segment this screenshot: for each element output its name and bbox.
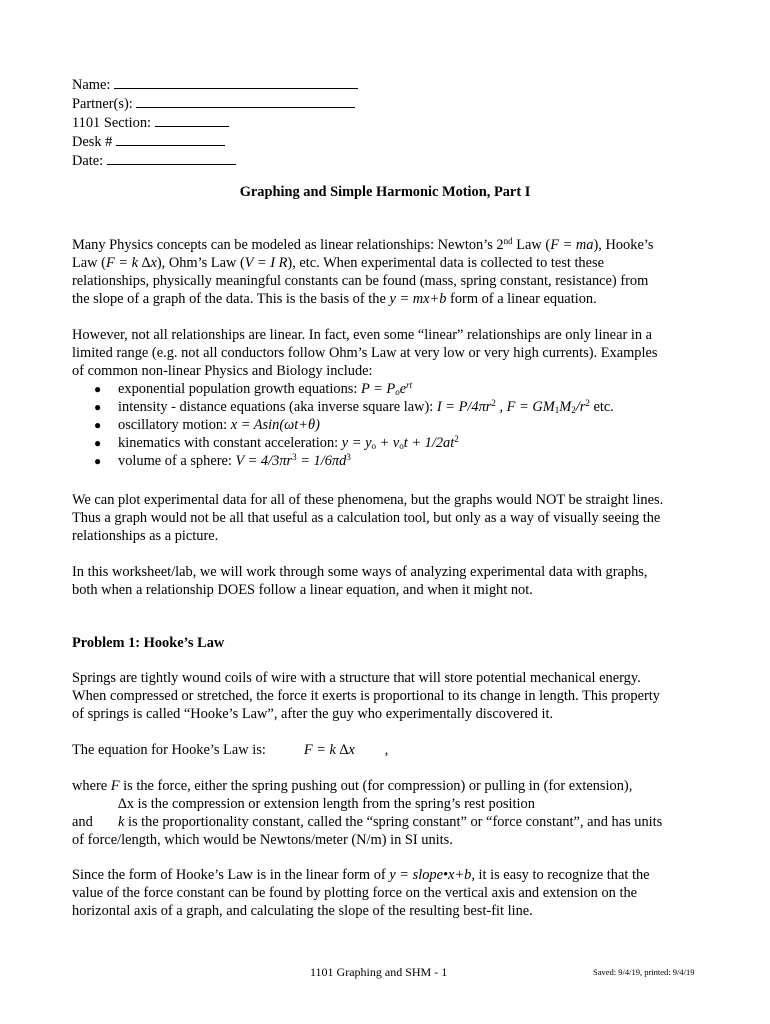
intro-paragraph-4: In this worksheet/lab, we will work through some ways of analyzing experimental data with graphs, both when a relationship DOES follow a linear equation, and when it might not. <box>72 564 648 598</box>
bullet-icon: ● <box>94 436 102 450</box>
page-title: Graphing and Simple Harmonic Motion, Part I <box>239 184 531 200</box>
problem-1-paragraph-1: Springs are tightly wound coils of wire with a structure that will store potential mechanical energy. When compressed or stretched, the force it exerts is proportional to its change in length. This property of springs is called “Hooke’s Law”, after the guy who experimentally discovered it. <box>72 670 660 722</box>
desk-blank[interactable] <box>116 132 225 146</box>
nonlinear-examples-list <box>72 380 702 470</box>
intro-paragraph-1: Many Physics concepts can be modeled as linear relationships: Newton’s 2nd Law (F = ma), Hooke’s Law (F = k ∆x), Ohm’s Law (V = I R), etc. When experimental data is collected to test these relationships, physically meaningful constants can be found (mass, spring constant, resistance) from the slope of a graph of the data. This is the basis of the y = mx+b form of a linear equation. <box>72 236 654 307</box>
hookes-law-equation: F = k ∆x <box>303 742 355 758</box>
bullet-icon: ● <box>94 382 102 396</box>
list-item: ● kinematics with constant acceleration: $y = y_o + v_ot + 1/2at^2$ <box>94 434 459 451</box>
desk-field[interactable]: Desk # <box>72 132 702 151</box>
partners-field[interactable]: Partner(s): <box>72 94 702 113</box>
page-footer-dates: Saved: 9/4/19, printed: 9/4/19 <box>593 967 695 977</box>
intro-paragraph-3: We can plot experimental data for all of these phenomena, but the graphs would NOT be straight lines. Thus a graph would not be all that useful as a calculation tool, but only as a way of visually seeing the relationships as a picture. <box>72 492 664 544</box>
bullet-icon: ● <box>94 454 102 468</box>
partners-blank[interactable] <box>136 94 355 108</box>
name-field[interactable]: Name: <box>72 75 702 94</box>
section-blank[interactable] <box>155 113 229 127</box>
list-item: ● oscillatory motion: x = Asin(ωt+θ) <box>94 417 320 433</box>
list-item: ● exponential population growth equations: $P = P_oe^{rt}$ <box>94 380 413 397</box>
date-field[interactable]: Date: <box>72 151 702 170</box>
page-footer-label: 1101 Graphing and SHM - 1 <box>310 965 448 979</box>
section-field[interactable]: 1101 Section: <box>72 113 702 132</box>
problem-1-paragraph-3: Since the form of Hooke’s Law is in the linear form of y = slope•x+b, it is easy to recognize that the value of the force constant can be found by plotting force on the vertical axis and extension on the horizontal axis of a graph, and calculating the slope of the resulting best-fit line. <box>72 867 650 919</box>
list-item: ● volume of a sphere: $V = 4/3\pi r^3 = 1/6\pi d^3$ <box>94 452 351 469</box>
hookes-law-equation-line: The equation for Hooke’s Law is: F = k ∆x , <box>72 742 389 758</box>
list-item: ● intensity - distance equations (aka inverse square law): $I = P/4\pi r^2$ , $F = GM_1M_2/r^2$ etc. <box>94 398 614 415</box>
student-info-fields <box>72 75 702 170</box>
problem-1-heading: Problem 1: Hooke’s Law <box>72 635 225 651</box>
bullet-icon: ● <box>94 400 102 414</box>
variable-definitions: where F is the force, either the spring pushing out (for compression) or pulling in (for extension), ∆x is the compression or extension length from the spring’s rest position and k is the proportionality constant, called the “spring constant” or “force constant”, and has units of force/length, which would be Newtons/meter (N/m) in SI units. <box>72 778 663 848</box>
bullet-icon: ● <box>94 418 102 432</box>
date-blank[interactable] <box>107 151 236 165</box>
intro-paragraph-2: However, not all relationships are linear. In fact, even some “linear” relationships are only linear in a limited range (e.g. not all conductors follow Ohm’s Law at very low or very high currents). Examples of common non-linear Physics and Biology include: ● exponential population growth equations: $P = P_oe^{rt}$ ● intensity - distance equations (aka inverse square law): $I = P/4\pi r^2$ , $F = GM_1M_2/r^2$ etc. ● oscillatory motion: x = Asin(ωt+θ) ● kinematics with constant acceleration: $y = y_o + v_ot + 1/2at^2$ ● volume of a sphere: $V = 4/3\pi r^3 = 1/6\pi d^3$ <box>72 326 702 470</box>
name-blank[interactable] <box>114 75 358 89</box>
